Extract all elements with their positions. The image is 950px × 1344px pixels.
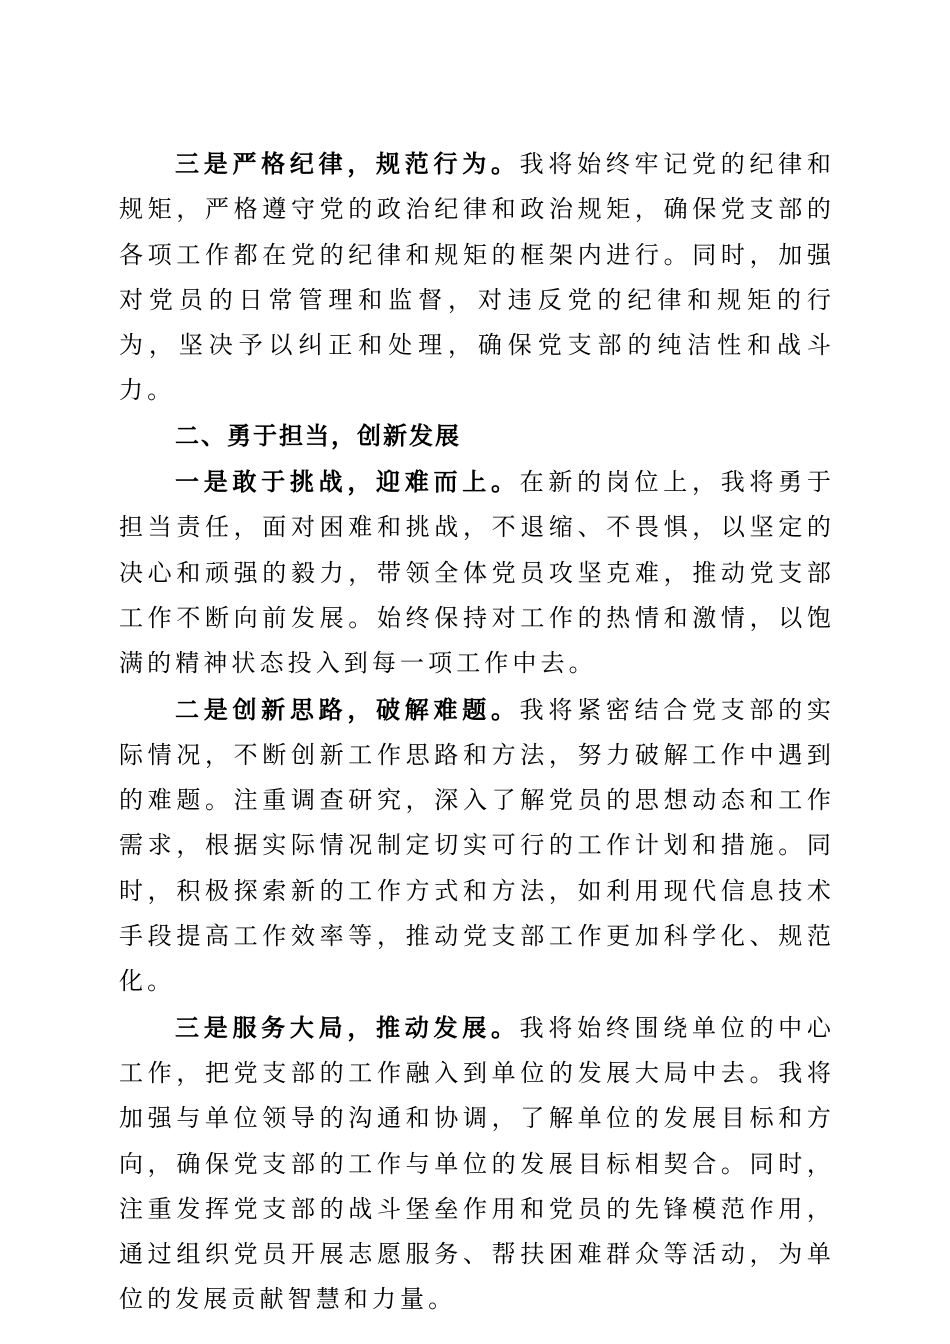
paragraph-discipline: [119, 141, 835, 414]
document-body: [119, 141, 835, 1323]
paragraph-lead: 一是敢于挑战，迎难而上。: [175, 467, 520, 497]
paragraph-challenge: [119, 459, 835, 686]
paragraph-lead: 二是创新思路，破解难题。: [175, 694, 520, 724]
paragraph-innovation: [119, 687, 835, 1005]
paragraph-text: 我将始终围绕单位的中心工作，把党支部的工作融入到单位的发展大局中去。我将加强与单位领导的沟通和协调，了解单位的发展目标和方向，确保党支部的工作与单位的发展目标相契合。同时，注重发挥党支部的战斗堡垒作用和党员的先锋模范作用，通过组织党员开展志愿服务、帮扶困难群众等活动，为单位的发展贡献智慧和力量。: [119, 1013, 835, 1314]
paragraph-text: 我将紧密结合党支部的实际情况，不断创新工作思路和方法，努力破解工作中遇到的难题。注重调查研究，深入了解党员的思想动态和工作需求，根据实际情况制定切实可行的工作计划和措施。同时，积极探索新的工作方式和方法，如利用现代信息技术手段提高工作效率等，推动党支部工作更加科学化、规范化。: [119, 695, 835, 996]
paragraph-text: 我将始终牢记党的纪律和规矩，严格遵守党的政治纪律和政治规矩，确保党支部的各项工作都在党的纪律和规矩的框架内进行。同时，加强对党员的日常管理和监督，对违反党的纪律和规矩的行为，坚决予以纠正和处理，确保党支部的纯洁性和战斗力。: [119, 150, 835, 405]
paragraph-lead: 三是严格纪律，规范行为。: [175, 149, 520, 178]
paragraph-lead: 三是服务大局，推动发展。: [175, 1012, 520, 1042]
section-heading: 二、勇于担当，创新发展: [175, 421, 461, 450]
paragraph-service: [119, 1005, 835, 1323]
paragraph-text: 在新的岗位上，我将勇于担当责任，面对困难和挑战，不退缩、不畏惧，以坚定的决心和顽强的毅力，带领全体党员攻坚克难，推动党支部工作不断向前发展。始终保持对工作的热情和激情，以饱满的精神状态投入到每一项工作中去。: [119, 468, 835, 678]
